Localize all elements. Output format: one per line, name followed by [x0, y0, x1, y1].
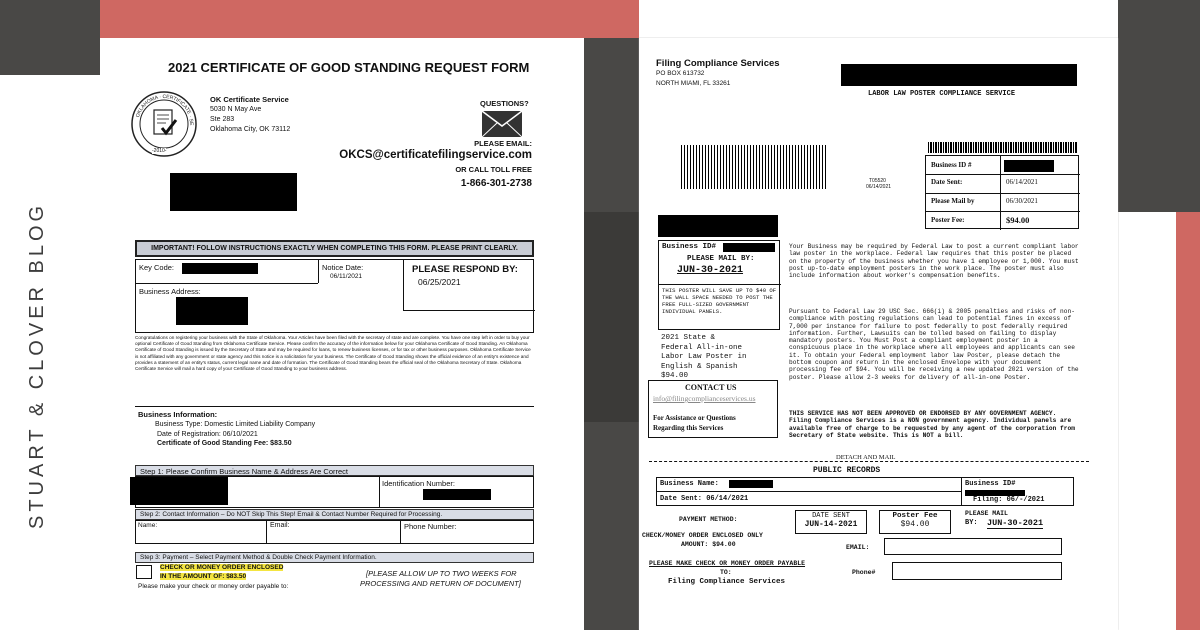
background-block — [584, 212, 639, 422]
background-block — [0, 0, 100, 75]
date-sent-value: 06/14/2021 — [1006, 178, 1038, 186]
business-address-label: Business Address: — [139, 287, 201, 296]
business-info-title: Business Information: — [138, 410, 218, 419]
envelope-icon — [482, 111, 522, 137]
identification-number-label: Identification Number: — [382, 479, 455, 488]
key-code-label: Key Code: — [139, 263, 175, 272]
certificate-form-page — [100, 38, 584, 630]
contact-us-box — [648, 380, 778, 438]
poster-desc-line: Labor Law Poster in — [661, 353, 747, 362]
coupon-business-id-label: Business ID# — [965, 480, 1016, 488]
congratulations-text: Congratulations on registering your business with the State of Oklahoma. Your Articles have been filed with the secretary of state and are complete. You have one step left in order to buy your optional Certificate of Good Standing from Oklahoma Certificate Service. Please confirm the accuracy of the information below for your Oklahoma Certificate of Good Standing. An Oklahoma Certificate of Good Standing is issued by the Secretary of State and may be required for loans, to renew business licenses, or for tax or other business purposes. Oklahoma Certificate Service is not affiliated with any government or state agency and this notice is a solicitation for your business. The Certificate of Good Standing shows the official evidence of an entity's existence and provides a statement of an entity's status, current legal name and date of formation. The Certificate of Good Standing bears the official seal of the Oklahoma Secretary of State. Oklahoma Certificate Service will mail a hard copy of your Certificate of Good Standing to your business address. — [135, 335, 531, 372]
account-info-table — [925, 155, 1079, 229]
postal-barcode — [681, 145, 828, 189]
questions-label: QUESTIONS? — [480, 99, 529, 108]
divider — [926, 193, 1080, 194]
step2-box[interactable] — [135, 520, 534, 544]
redaction-box — [130, 477, 228, 505]
coupon-ds-label: DATE SENT — [812, 512, 850, 520]
redaction-box — [182, 263, 258, 274]
notice-body-1: Your Business may be required by Federal Law to post a current compliant labor law poster in the workplace. Federal law requires that this poster be placed on the property of the business whether you have 1 employee or 1,000. You must post up-to-date employment posters in the work place. The poster must also include information about worker's compensation benefits. — [789, 243, 1079, 280]
notice-info-box — [135, 259, 534, 333]
background-block — [100, 0, 584, 38]
coupon-filing: Filing: 06/-/2021 — [973, 496, 1045, 504]
poster-desc-line: English & Spanish — [661, 362, 738, 371]
date-sent-label: Date Sent: — [931, 178, 963, 186]
redaction-box — [658, 215, 778, 237]
divider — [1000, 156, 1001, 230]
coupon-header-box — [656, 477, 1074, 506]
divider — [266, 521, 267, 544]
divider — [926, 174, 1080, 175]
contact-us-label: CONTACT US — [685, 383, 737, 392]
coupon-pf-value: $94.00 — [900, 520, 930, 529]
divider — [400, 521, 401, 544]
public-records-title: PUBLIC RECORDS — [813, 466, 881, 475]
service-title: LABOR LAW POSTER COMPLIANCE SERVICE — [868, 90, 1016, 98]
assistance-line-2: Regarding this Services — [653, 424, 724, 432]
step1-bar: Step 1: Please Confirm Business Name & Address Are Correct — [135, 465, 534, 476]
registration-date: Date of Registration: 06/10/2021 — [157, 431, 258, 438]
name-field-label: Name: — [138, 522, 158, 529]
payment-method-label: PAYMENT METHOD: — [679, 516, 738, 523]
check-enclosed-label: CHECK/MONEY ORDER ENCLOSED ONLY — [642, 532, 763, 539]
mail-by-date-large: JUN-30-2021 — [677, 265, 744, 276]
respond-by-label: PLEASE RESPOND BY: — [412, 264, 518, 275]
redaction-box — [729, 480, 773, 488]
coupon-date-sent: Date Sent: 06/14/2021 — [660, 495, 749, 503]
blog-label: STUART & CLOVER BLOG — [26, 201, 48, 529]
step3-bar: Step 3: Payment – Select Payment Method & Double Check Payment Information. — [135, 552, 534, 563]
step1-box — [135, 476, 534, 508]
step2-bar: Step 2: Contact Information – Do NOT Skip This Step! Email & Contact Number Required for Processing. — [135, 509, 534, 520]
poster-desc-line: Federal All-in-one — [661, 343, 743, 352]
mail-by-box — [658, 240, 780, 330]
po-box: PO BOX 613732 — [656, 70, 705, 77]
service-name: OK Certificate Service — [210, 95, 289, 104]
coupon-poster-fee-box — [879, 510, 951, 534]
redaction-box — [1004, 160, 1054, 172]
coupon-business-name-label: Business Name: — [660, 480, 719, 488]
address-line: Oklahoma City, OK 73112 — [210, 126, 291, 133]
coupon-pm-label: PLEASE MAIL — [965, 510, 1008, 517]
notice-date: 06/11/2021 — [330, 273, 363, 280]
poster-desc-line: 2021 State & — [661, 334, 716, 342]
seal-logo — [130, 90, 198, 158]
divider — [135, 406, 534, 407]
seal-text: OKLAHOMA · CERTIFICATE · SE — [134, 93, 195, 126]
detach-line — [649, 461, 1089, 462]
barcode — [928, 142, 1078, 153]
background-block — [584, 0, 639, 38]
service-address — [210, 95, 290, 135]
divider — [926, 211, 1080, 212]
please-email-label: PLEASE EMAIL: — [474, 139, 532, 148]
check-payment-checkbox[interactable] — [136, 565, 152, 579]
divider — [403, 310, 535, 311]
coupon-email-label: EMAIL: — [846, 544, 870, 551]
important-banner: IMPORTANT! FOLLOW INSTRUCTIONS EXACTLY WHEN COMPLETING THIS FORM. PLEASE PRINT CLEARLY. — [135, 240, 534, 257]
toll-free-label: OR CALL TOLL FREE — [455, 165, 532, 174]
address-line: 5030 N May Ave — [210, 106, 262, 113]
detach-label: DETACH AND MAIL — [836, 454, 896, 461]
contact-phone: 1-866-301-2738 — [460, 178, 532, 189]
left-business-id: Business ID# — [662, 243, 717, 251]
poster-price: $94.00 — [661, 372, 689, 381]
certificate-fee: Certificate of Good Standing Fee: $83.50 — [157, 440, 292, 447]
respond-by-date: 06/25/2021 — [418, 277, 461, 287]
labor-law-poster-page — [639, 38, 1118, 630]
poster-fee-value: $94.00 — [1006, 215, 1030, 225]
payable-to-company: Filing Compliance Services — [668, 578, 786, 586]
divider — [961, 478, 962, 506]
notice-body-2: Pursuant to Federal Law 29 USC Sec. 666(i) & 2005 penalties and risks of non-compliance with posting regulations can lead to potential fines in excess of 7,000 per instance for failure to post federally to post federally required information. Further, Lawsuits can be tolled based on failing to display mandatory posters. You Must Post a compliant employment poster in a conspicuous place in the workplace where all employees and applicants can see it. To obtain your Federal employment labor law Poster, please detach the bottom coupon and return in the enclosed Envelope with your document processing fee of $94. You will be receiving a new updated 2021 version of the poster. Please allow 2-3 weeks for delivery of all-in-one Poster. — [789, 308, 1079, 381]
barcode-date: 06/14/2021 — [866, 184, 892, 190]
divider — [403, 260, 404, 310]
notice-disclaimer: THIS SERVICE HAS NOT BEEN APPROVED OR ENDORSED BY ANY GOVERNMENT AGENCY. Filing Compliance Services is a NON government agency. Individual panels are available free of charge to be requested by any agent of the corporation from Secretary of State website. This is NOT a bill. — [789, 410, 1075, 439]
redaction-box — [723, 243, 775, 252]
coupon-pm-by: BY: — [965, 519, 978, 527]
barcode-code: T05520 — [869, 178, 886, 184]
divider — [657, 491, 961, 492]
company-name: Filing Compliance Services — [656, 58, 780, 69]
business-id-label: Business ID # — [931, 161, 972, 169]
mail-by-value: 06/30/2021 — [1006, 197, 1038, 205]
coupon-pf-label: Poster Fee — [892, 512, 938, 520]
coupon-phone-label: Phone# — [852, 569, 876, 576]
contact-email: OKCS@certificatefilingservice.com — [339, 149, 532, 161]
divider — [379, 477, 380, 508]
divider — [318, 260, 319, 283]
redaction-box — [176, 297, 248, 325]
coupon-mail-by-box — [961, 510, 1061, 534]
mail-by-label: Please Mail by — [931, 197, 975, 205]
seal-year: -2010- — [152, 148, 167, 154]
email-field-label: Email: — [270, 522, 290, 529]
assistance-line-1: For Assistance or Questions — [653, 414, 736, 422]
redaction-box — [170, 173, 297, 211]
redaction-box — [423, 489, 491, 500]
notice-date-label: Notice Date: — [322, 263, 364, 272]
phone-field-label: Phone Number: — [404, 522, 457, 531]
payable-label-1: PLEASE MAKE CHECK OR MONEY ORDER PAYABLE — [649, 560, 806, 567]
payable-label-2: TO: — [720, 569, 732, 576]
background-block — [1118, 0, 1200, 212]
check-line-1: CHECK OR MONEY ORDER ENCLOSED — [160, 564, 284, 571]
poster-description — [661, 334, 747, 382]
coupon-pm-value: JUN-30-2021 — [987, 518, 1044, 528]
please-mail-by-label: PLEASE MAIL BY: — [687, 255, 755, 263]
divider — [136, 283, 318, 284]
city-line: NORTH MIAMI, FL 33261 — [656, 80, 731, 87]
payable-to-label: Please make your check or money order payable to: — [138, 583, 289, 590]
coupon-email-field[interactable] — [884, 538, 1062, 555]
business-type: Business Type: Domestic Limited Liability Company — [155, 421, 316, 428]
coupon-phone-field[interactable] — [892, 562, 1062, 580]
coupon-date-sent-box — [795, 510, 867, 534]
contact-us-email[interactable]: info@filingcomplianceservices.us — [653, 394, 756, 403]
allow-note-1: [PLEASE ALLOW UP TO TWO WEEKS FOR — [366, 569, 517, 578]
background-block — [1176, 212, 1200, 630]
poster-fee-label: Poster Fee: — [931, 216, 965, 224]
form-title: 2021 CERTIFICATE OF GOOD STANDING REQUEST FORM — [168, 60, 530, 75]
check-line-2: IN THE AMOUNT OF: $83.50 — [160, 573, 247, 580]
address-line: Ste 283 — [210, 116, 235, 123]
coupon-ds-value: JUN-14-2021 — [804, 520, 858, 529]
divider — [659, 284, 781, 285]
redaction-box — [841, 64, 1077, 86]
save-space-text: THIS POSTER WILL SAVE UP TO $40 OF THE WALL SPACE NEEDED TO POST THE FREE FULL-SIZED GOVERNMENT INDIVIDUAL PANELS. — [662, 287, 777, 315]
check-amount: AMOUNT: $94.00 — [681, 541, 736, 548]
allow-note-2: PROCESSING AND RETURN OF DOCUMENT] — [360, 579, 521, 588]
